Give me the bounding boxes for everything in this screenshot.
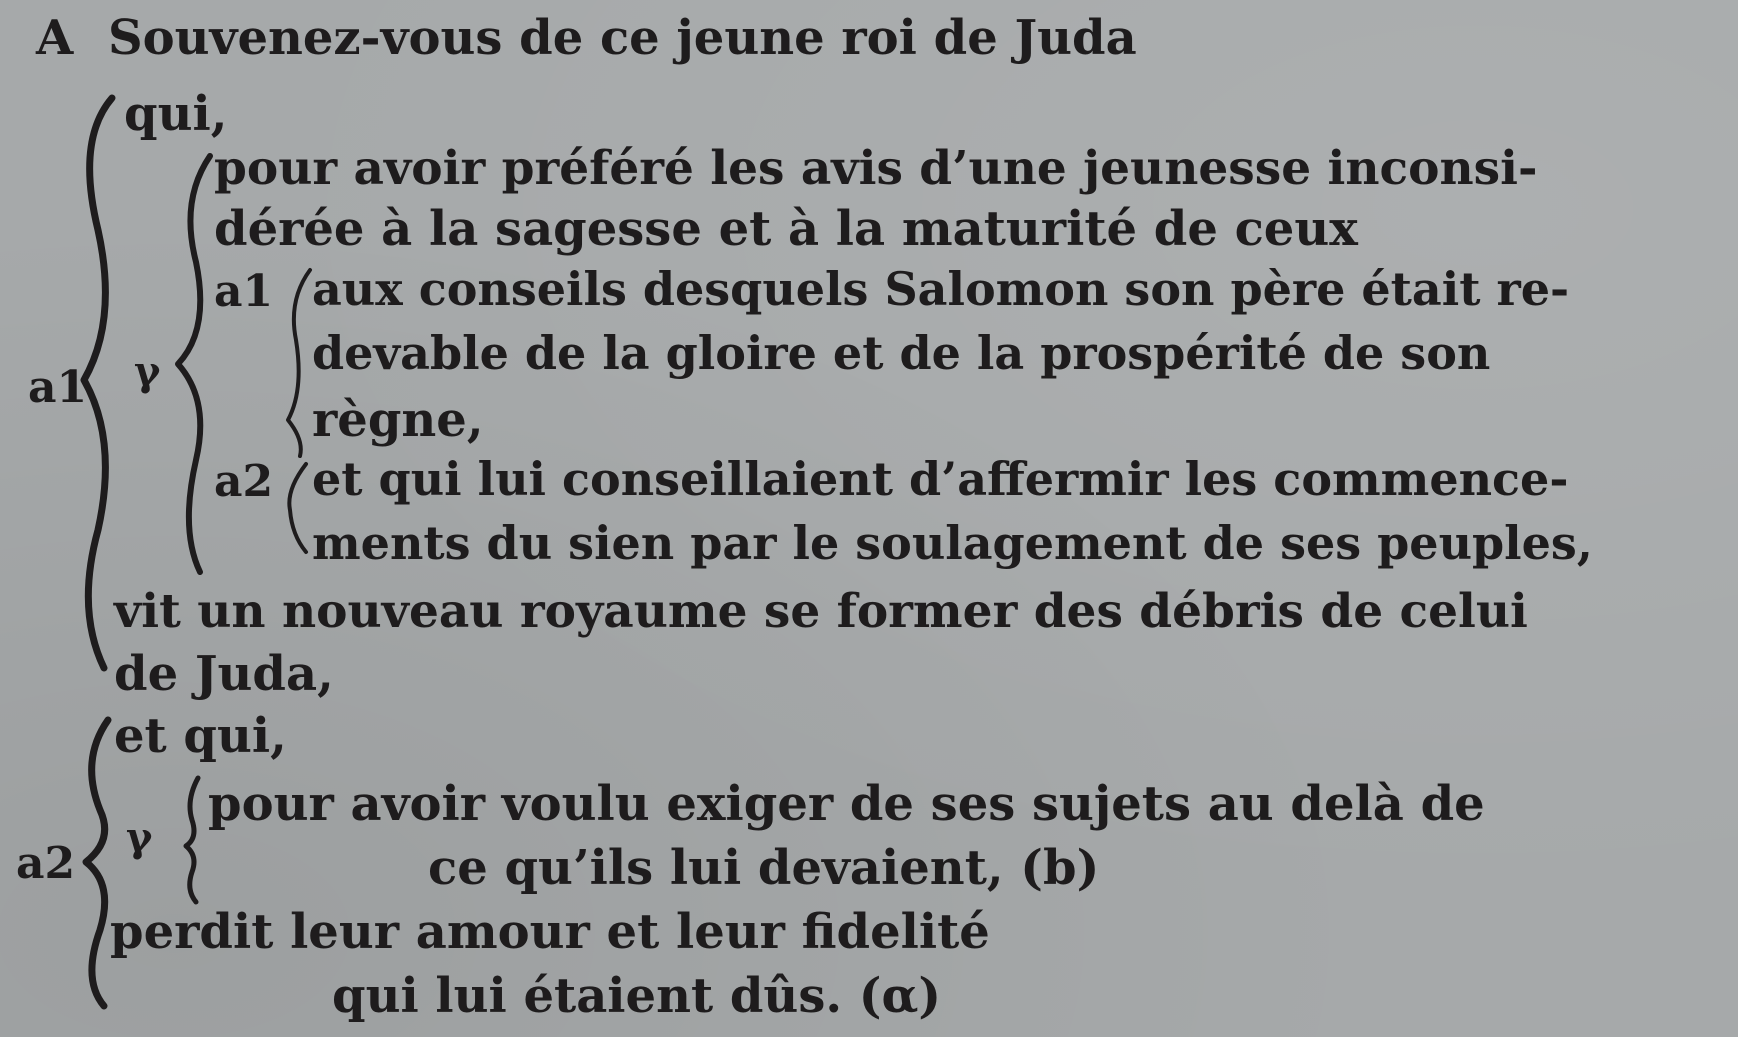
text-line-3: dérée à la sagesse et à la maturité de ceux [214,201,1358,257]
label-a1-inner: a1 [214,266,274,317]
text-line-5: devable de la gloire et de la prospérité de son [312,326,1491,380]
label-a2-inner: a2 [214,456,274,507]
label-a2-outer: a2 [16,838,76,889]
text-line-12: pour avoir voulu exiger de ses sujets au delà de [208,776,1485,832]
label-gamma-1: γ [134,348,161,395]
text-line-14: perdit leur amour et leur fidelité [110,904,990,960]
text-line-10: de Juda, [114,646,334,702]
text-line-2: pour avoir préféré les avis d’une jeunesse inconsi- [214,141,1538,196]
text-line-15: qui lui étaient dûs. (α) [332,968,942,1024]
brace-a1-inner [288,270,310,456]
text-line-7: et qui lui conseillaient d’affermir les commence- [312,452,1569,506]
brace-gamma-2 [186,778,198,902]
label-a1-outer: a1 [28,362,88,413]
heading-marker: A [36,10,74,66]
heading [36,10,1137,66]
text-line-13: ce qu’ils lui devaient, (b) [428,840,1100,896]
text-line-8: ments du sien par le soulagement de ses peuples, [312,516,1593,570]
text-line-11: et qui, [114,708,287,764]
brace-a1-outer [84,98,112,668]
heading-text: Souvenez-vous de ce jeune roi de Juda [107,10,1137,66]
brace-a2-outer [86,720,108,1006]
brace-gamma-1 [178,156,210,572]
text-line-9: vit un nouveau royaume se former des débris de celui [114,584,1528,639]
label-gamma-2: γ [126,814,153,861]
text-line-4: aux conseils desquels Salomon son père était re- [312,262,1570,316]
text-line-1: qui, [124,86,228,142]
brace-a2-inner [289,464,306,552]
text-line-6: règne, [312,392,484,448]
